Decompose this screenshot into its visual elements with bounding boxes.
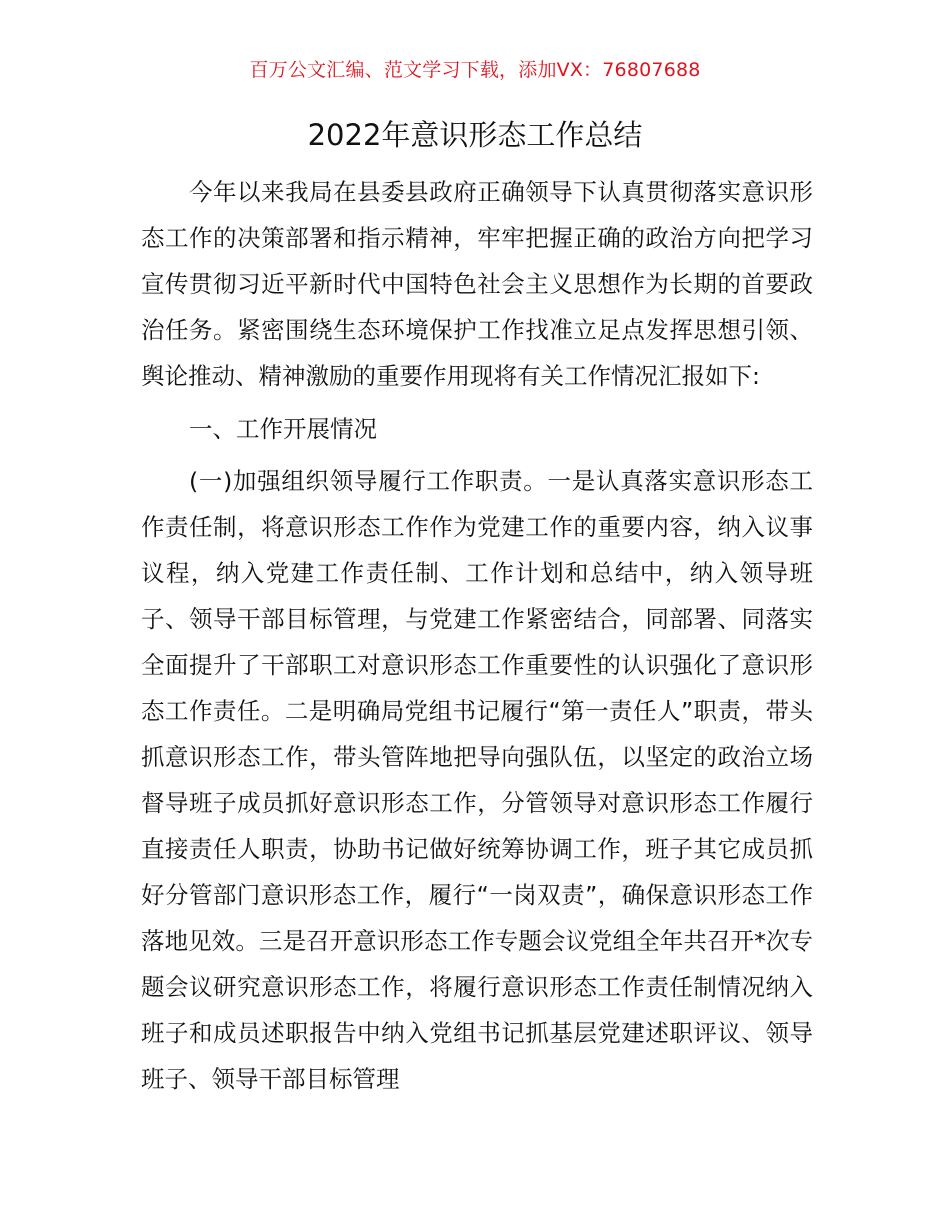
document-body xyxy=(141,169,813,1102)
body-paragraph: (一)加强组织领导履行工作职责。一是认真落实意识形态工作责任制，将意识形态工作作为党建工作的重要内容，纳入议事议程，纳入党建工作责任制、工作计划和总结中，纳入领导班子、领导干部目标管理，与党建工作紧密结合，同部署、同落实全面提升了干部职工对意识形态工作重要性的认识强化了意识形态工作责任。二是明确局党组书记履行“第一责任人”职责，带头抓意识形态工作，带头管阵地把导向强队伍，以坚定的政治立场督导班子成员抓好意识形态工作，分管领导对意识形态工作履行直接责任人职责，协助书记做好统筹协调工作，班子其它成员抓好分管部门意识形态工作，履行“一岗双责”，确保意识形态工作落地见效。三是召开意识形态工作专题会议党组全年共召开*次专题会议研究意识形态工作，将履行意识形态工作责任制情况纳入班子和成员述职报告中纳入党组书记抓基层党建述职评议、领导班子、领导干部目标管理 xyxy=(141,467,813,1093)
intro-paragraph: 今年以来我局在县委县政府正确领导下认真贯彻落实意识形态工作的决策部署和指示精神，牢牢把握正确的政治方向把学习宣传贯彻习近平新时代中国特色社会主义思想作为长期的首要政治任务。紧密围绕生态环境保护工作找准立足点发挥思想引领、舆论推动、精神激励的重要作用现将有关工作情况汇报如下: xyxy=(141,178,813,390)
watermark-banner: 百万公文汇编、范文学习下载，添加VX：76807688 xyxy=(249,59,701,81)
document-title: 2022年意识形态工作总结 xyxy=(307,118,643,152)
section-heading: 一、工作开展情况 xyxy=(189,415,377,443)
